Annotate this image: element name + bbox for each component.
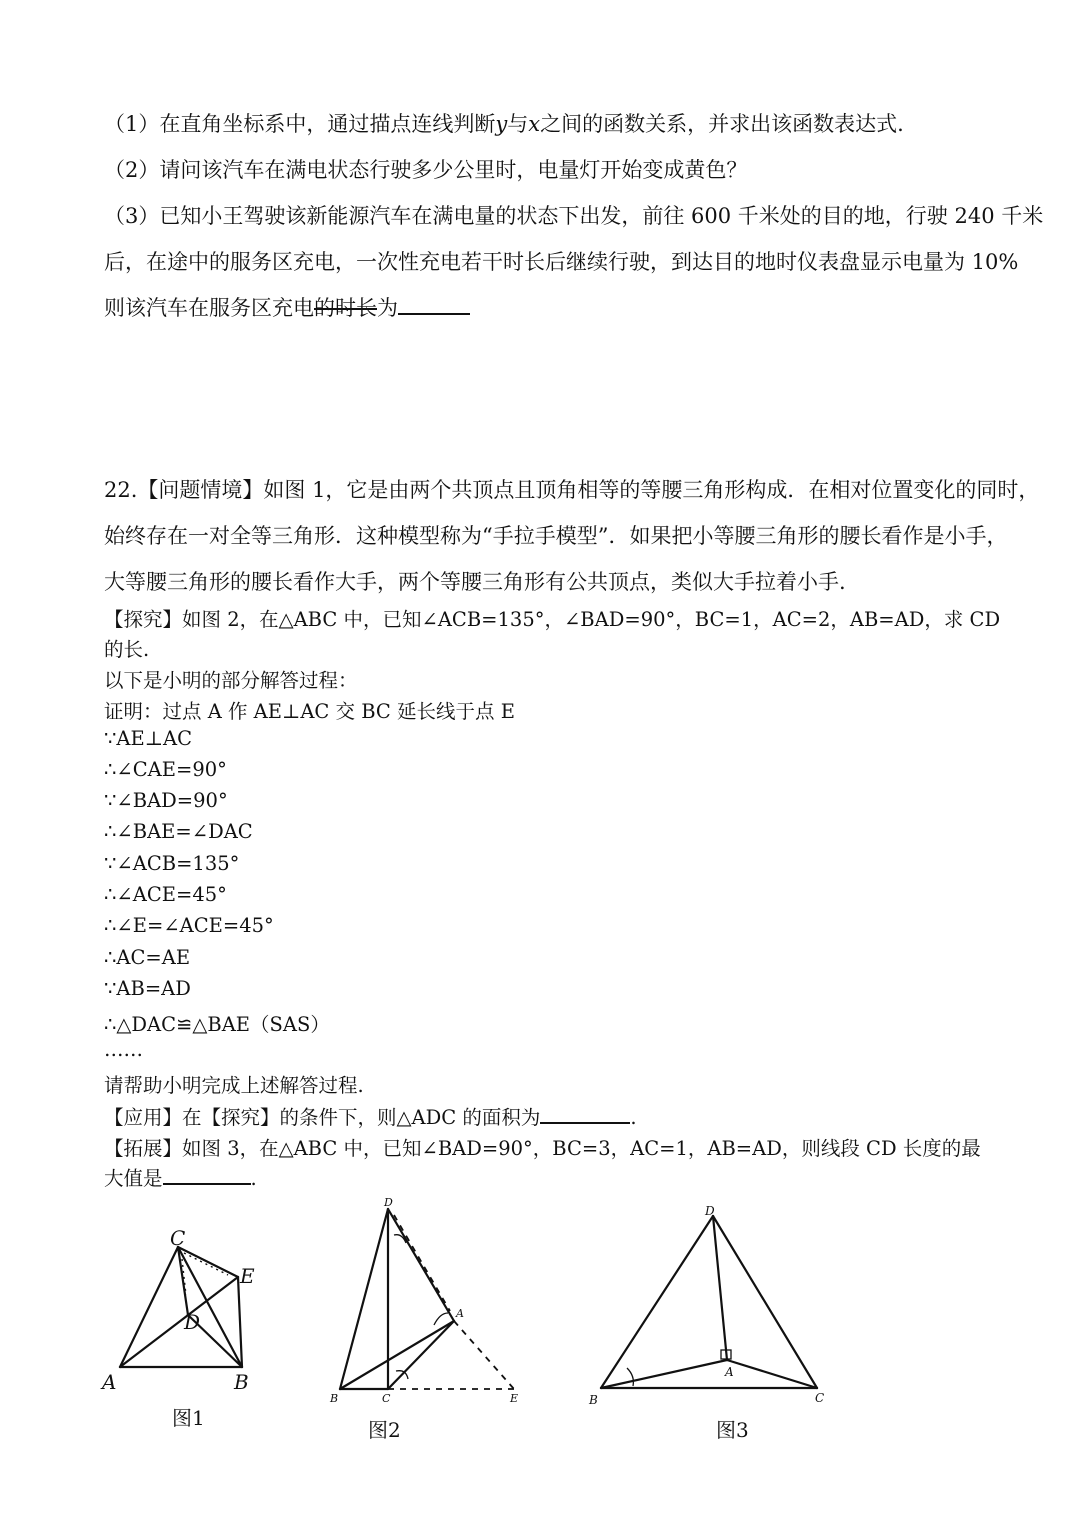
fig2-segment-AE <box>454 1321 514 1389</box>
fig3-label-B: B <box>589 1393 598 1407</box>
fig3-label-D: D <box>705 1204 715 1218</box>
fig2-segment-DB <box>340 1209 388 1389</box>
q22-proof-head: 证明：过点 A 作 AE⊥AC 交 BC 延长线于点 E <box>104 700 515 723</box>
q21-part3-line1: （3）已知小王驾驶该新能源汽车在满电量的状态下出发，前往 600 千米处的目的地，行驶 240 千米 <box>104 204 1044 228</box>
proof-step: ∴∠E=∠ACE=45° <box>104 914 274 937</box>
proof-step: ∵AB=AD <box>104 977 191 1000</box>
fig1-label-A: A <box>102 1370 117 1394</box>
q21-part2: （2）请问该汽车在满电状态行驶多少公里时，电量灯开始变成黄色？ <box>104 158 748 182</box>
proof-step: ∵∠BAD=90° <box>104 789 228 812</box>
figure-2-caption: 图2 <box>368 1418 401 1442</box>
fig2-label-A: A <box>456 1307 464 1320</box>
q22-partial-solution: 以下是小明的部分解答过程： <box>104 669 358 692</box>
q22-complete-prompt: 请帮助小明完成上述解答过程. <box>104 1074 364 1097</box>
fig2-segment-DA <box>388 1209 454 1321</box>
figure-3 <box>585 1200 835 1410</box>
q22-intro-line2: 始终存在一对全等三角形．这种模型称为“手拉手模型”．如果把小等腰三角形的腰长看作是小手， <box>104 524 1008 548</box>
answer-blank-3 <box>163 1164 251 1186</box>
proof-step: ∴AC=AE <box>104 946 191 969</box>
fig3-label-C: C <box>815 1391 825 1405</box>
fig2-label-B: B <box>330 1392 339 1405</box>
fig1-label-E: E <box>240 1264 255 1288</box>
fig1-segment-AC <box>120 1247 178 1367</box>
proof-step: ∵AE⊥AC <box>104 727 193 750</box>
q21-part1: （1）在直角坐标系中，通过描点连线判断y与x之间的函数关系，并求出该函数表达式. <box>104 112 904 136</box>
figure-1-diagram <box>100 1225 280 1405</box>
fig1-label-B: B <box>234 1370 249 1394</box>
q22-intro-line3: 大等腰三角形的腰长看作大手，两个等腰三角形有公共顶点，类似大手拉着小手. <box>104 570 846 594</box>
proof-step: …… <box>104 1038 143 1061</box>
fig2-label-D: D <box>384 1196 393 1209</box>
fig1-segment-AE <box>120 1277 238 1367</box>
figure-2-diagram <box>322 1195 532 1410</box>
proof-step: ∴∠ACE=45° <box>104 883 227 906</box>
figure-3-caption: 图3 <box>716 1418 749 1442</box>
proof-step: ∴△DAC≌△BAE（SAS） <box>104 1013 330 1036</box>
q21-part3-line3: 则该汽车在服务区充电的时长为 <box>104 292 980 322</box>
fig1-segment-EB <box>238 1277 242 1367</box>
fig2-label-E: E <box>510 1392 519 1405</box>
figure-2 <box>322 1195 532 1410</box>
proof-step: ∴∠BAE=∠DAC <box>104 820 253 843</box>
answer-blank-1 <box>398 292 470 315</box>
q22-extend-line2: 大值是 . <box>104 1163 980 1191</box>
proof-step: ∴∠CAE=90° <box>104 758 227 781</box>
fig3-segment-BA <box>601 1360 727 1388</box>
figure-1-caption: 图1 <box>172 1406 205 1430</box>
q22-explore-line1: 【探究】如图 2，在△ABC 中，已知∠ACB=135°，∠BAD=90°，BC=1，AC=2，AB=AD，求 CD <box>104 608 1001 631</box>
fig3-segment-DB <box>601 1216 713 1388</box>
proof-step: ∵∠ACB=135° <box>104 852 240 875</box>
q22-intro-line1: 22.【问题情境】如图 1，它是由两个共顶点且顶角相等的等腰三角形构成．在相对位置变化的同时， <box>104 478 1040 502</box>
fig2-label-C: C <box>382 1392 391 1405</box>
fig3-segment-DC <box>713 1216 817 1388</box>
figure-1 <box>100 1225 280 1405</box>
fig3-label-A: A <box>725 1365 734 1379</box>
fig1-label-C: C <box>170 1226 186 1250</box>
q21-part3-line2: 后，在途中的服务区充电，一次性充电若干时长后继续行驶，到达目的地时仪表盘显示电量为 10% <box>104 250 1019 274</box>
struck-text: 的时长 <box>314 296 377 320</box>
q22-apply: 【应用】在【探究】的条件下，则△ADC 的面积为 . <box>104 1102 980 1130</box>
q22-extend-line1: 【拓展】如图 3，在△ABC 中，已知∠BAD=90°，BC=3，AC=1，AB=AD，则线段 CD 长度的最 <box>104 1137 981 1160</box>
figure-3-diagram <box>585 1200 835 1410</box>
q22-explore-line2: 的长. <box>104 638 150 661</box>
answer-blank-2 <box>540 1103 630 1125</box>
fig1-label-D: D <box>184 1310 201 1334</box>
